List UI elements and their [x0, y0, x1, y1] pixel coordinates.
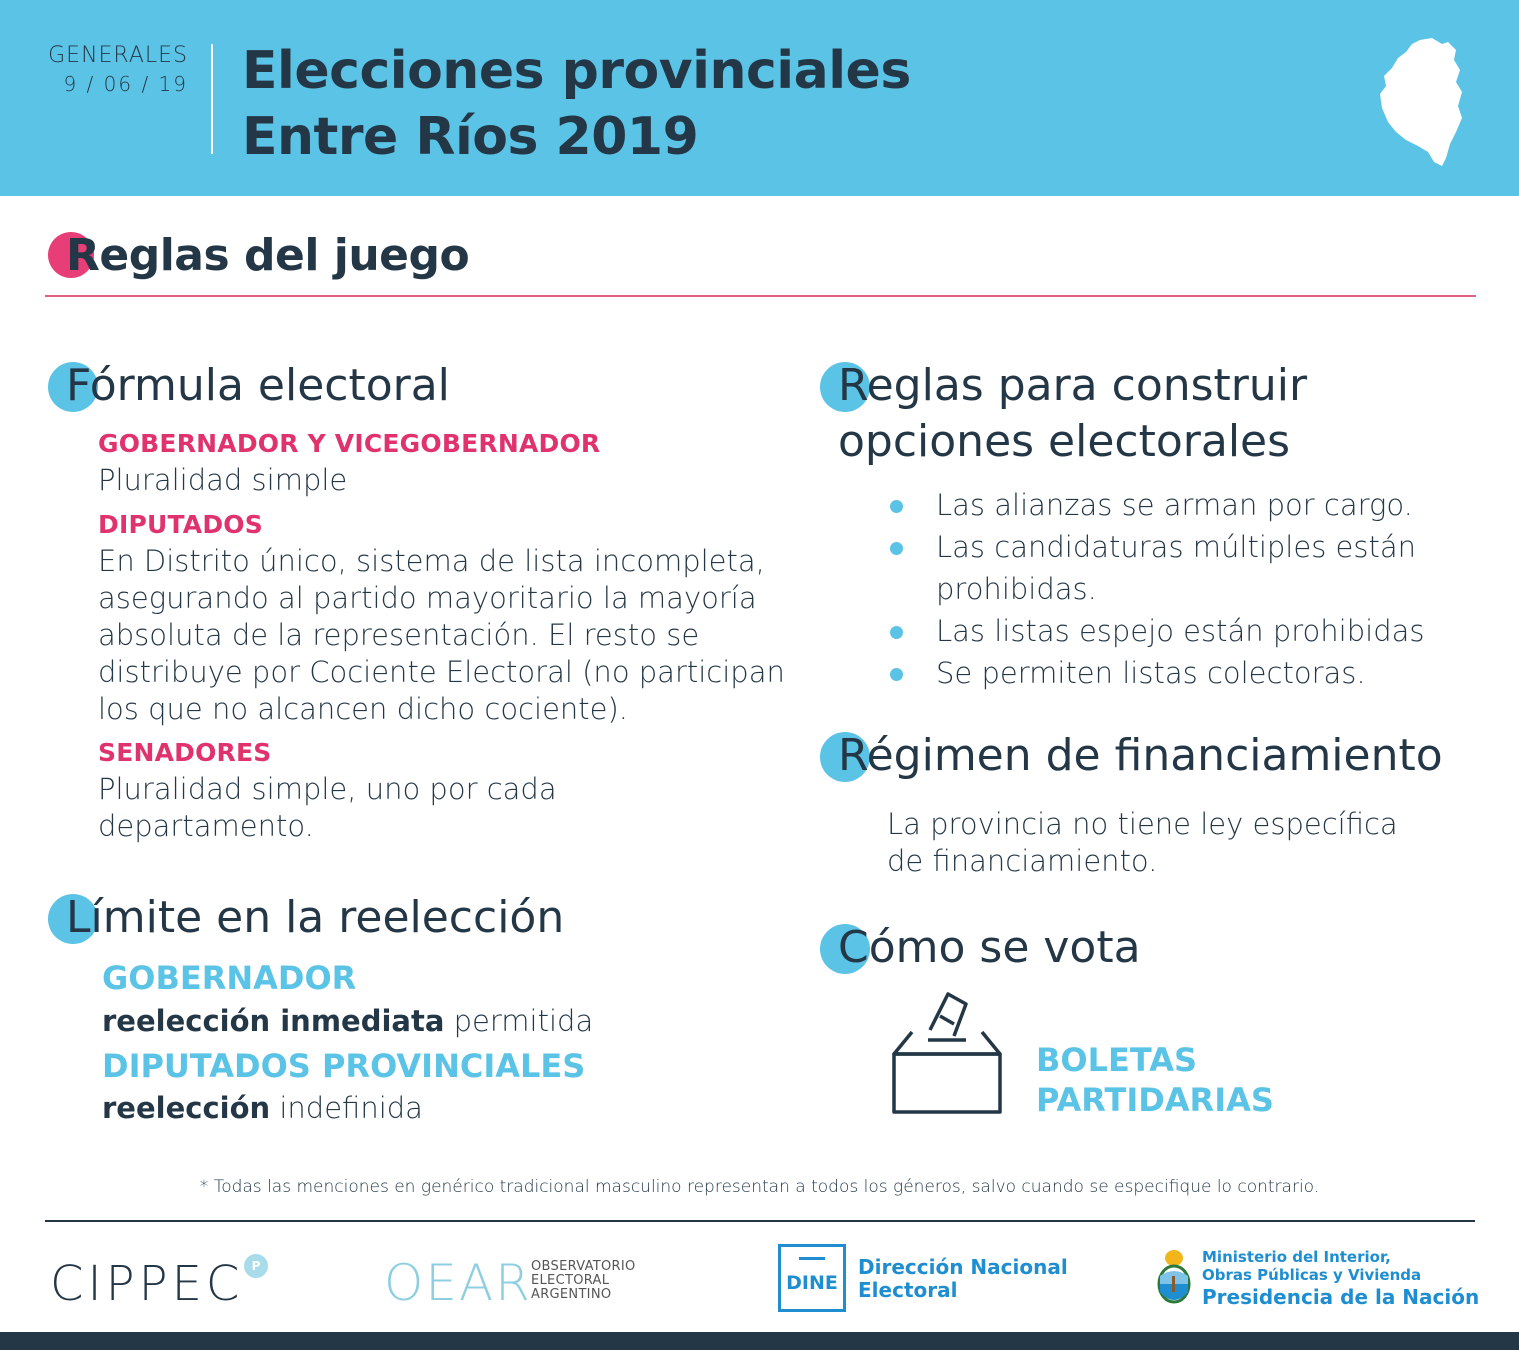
page-title-line-1: Elecciones provinciales: [242, 41, 911, 101]
limite-heading-text: Límite en la reelección: [66, 892, 565, 943]
financiamiento-heading: [820, 728, 1443, 784]
section-title: [48, 228, 470, 288]
limite-dip-bold: reelección: [102, 1091, 271, 1125]
presidencia-name: Presidencia de la Nación: [1202, 1285, 1480, 1309]
reglas-heading-line-2: opciones electorales: [838, 416, 1291, 467]
list-item-text: Las alianzas se arman por cargo.: [936, 488, 1413, 522]
financiamiento-text-line: de financiamiento.: [887, 844, 1158, 878]
oear-subtitle-line: ELECTORAL: [531, 1273, 610, 1288]
limite-gov-bold: reelección inmediata: [102, 1004, 445, 1038]
entre-rios-map-icon: [1376, 36, 1468, 168]
financiamiento-text: [887, 806, 1398, 880]
dine-logo-text: DINE: [786, 1272, 838, 1294]
dine-name-line: Dirección Nacional: [858, 1255, 1068, 1279]
footer-divider: [45, 1220, 1475, 1222]
dine-logo-bar: [799, 1257, 825, 1260]
section-title-text: Reglas del juego: [66, 230, 470, 281]
cippec-logo: CIPPEC: [50, 1256, 244, 1312]
national-seal-icon: [1154, 1248, 1194, 1306]
oear-subtitle-line: ARGENTINO: [531, 1287, 612, 1302]
election-date: 9 / 06 / 19: [63, 72, 188, 96]
header-divider: [211, 44, 213, 154]
ballot-box-icon: [888, 990, 1006, 1118]
footnote: * Todas las menciones en genérico tradicional masculino representan a todos los géneros, salvo cuando se especifique lo contrario.: [199, 1177, 1320, 1197]
boletas-label: [1036, 1040, 1274, 1120]
bullet-dot: [890, 500, 903, 513]
financiamiento-text-line: La provincia no tiene ley específica: [887, 807, 1398, 841]
diputados-text-line: los que no alcancen dicho cociente).: [98, 692, 629, 726]
list-item: [888, 610, 1488, 652]
boletas-line-1: BOLETAS: [1036, 1041, 1197, 1079]
gov-vicegov-text: Pluralidad simple: [98, 463, 348, 497]
section-divider: [45, 295, 1476, 297]
dine-name: [858, 1256, 1068, 1302]
oear-subtitle: [531, 1260, 636, 1302]
cippec-badge-icon: P: [244, 1254, 268, 1278]
ministerio-name-line: Obras Públicas y Vivienda: [1202, 1266, 1422, 1284]
election-kicker: [36, 42, 188, 98]
vota-heading-text: Cómo se vota: [838, 922, 1141, 973]
bullet-dot: [890, 668, 903, 681]
gov-vicegov-label: GOBERNADOR Y VICEGOBERNADOR: [98, 429, 601, 458]
list-item-text: Las candidaturas múltiples están prohibidas.: [936, 530, 1416, 606]
page-title: [242, 38, 911, 170]
formula-heading-text: Fórmula electoral: [66, 360, 450, 411]
limite-gov-rest: permitida: [444, 1004, 594, 1038]
financiamiento-heading-text: Régimen de financiamiento: [838, 730, 1443, 781]
reglas-heading-text: [838, 358, 1307, 470]
oear-logo: OEAR: [384, 1254, 532, 1312]
list-item-text: Se permiten listas colectoras.: [936, 656, 1366, 690]
page-title-line-2: Entre Ríos 2019: [242, 107, 699, 167]
ministerio-name: [1202, 1248, 1479, 1310]
list-item: [888, 652, 1488, 694]
diputados-label: DIPUTADOS: [98, 510, 263, 539]
diputados-text: [98, 543, 798, 728]
limite-dip-text: [102, 1090, 423, 1127]
list-item-text: Las listas espejo están prohibidas: [936, 614, 1425, 648]
senadores-text-line: departamento.: [98, 809, 314, 843]
formula-heading: [48, 358, 450, 414]
boletas-line-2: PARTIDARIAS: [1036, 1081, 1274, 1119]
vota-heading: [820, 920, 1141, 976]
senadores-text: [98, 771, 557, 845]
election-type: GENERALES: [48, 43, 188, 68]
bullet-dot: [890, 626, 903, 639]
diputados-text-line: distribuye por Cociente Electoral (no participan: [98, 655, 785, 689]
limite-dip-label: DIPUTADOS PROVINCIALES: [102, 1047, 586, 1085]
bullet-dot: [890, 542, 903, 555]
oear-subtitle-line: OBSERVATORIO: [531, 1259, 636, 1274]
limite-gov-text: [102, 1003, 593, 1040]
list-item: [888, 526, 1448, 610]
limite-dip-rest: indefinida: [270, 1091, 423, 1125]
limite-gov-label: GOBERNADOR: [102, 959, 357, 997]
reglas-bullet-list: [888, 484, 1488, 694]
senadores-text-line: Pluralidad simple, uno por cada: [98, 772, 557, 806]
senadores-label: SENADORES: [98, 738, 272, 767]
bottom-bar: [0, 1332, 1519, 1350]
ministerio-name-line: Ministerio del Interior,: [1202, 1248, 1391, 1266]
diputados-text-line: absoluta de la representación. El resto se: [98, 618, 700, 652]
diputados-text-line: asegurando al partido mayoritario la mayoría: [98, 581, 757, 615]
limite-heading: [48, 890, 565, 946]
list-item: [888, 484, 1488, 526]
header-banner: [0, 0, 1519, 196]
reglas-heading-line-1: Reglas para construir: [838, 360, 1308, 411]
dine-name-line: Electoral: [858, 1278, 958, 1302]
dine-logo: [778, 1244, 846, 1312]
reglas-heading: [820, 358, 1308, 470]
diputados-text-line: En Distrito único, sistema de lista incompleta,: [98, 544, 765, 578]
